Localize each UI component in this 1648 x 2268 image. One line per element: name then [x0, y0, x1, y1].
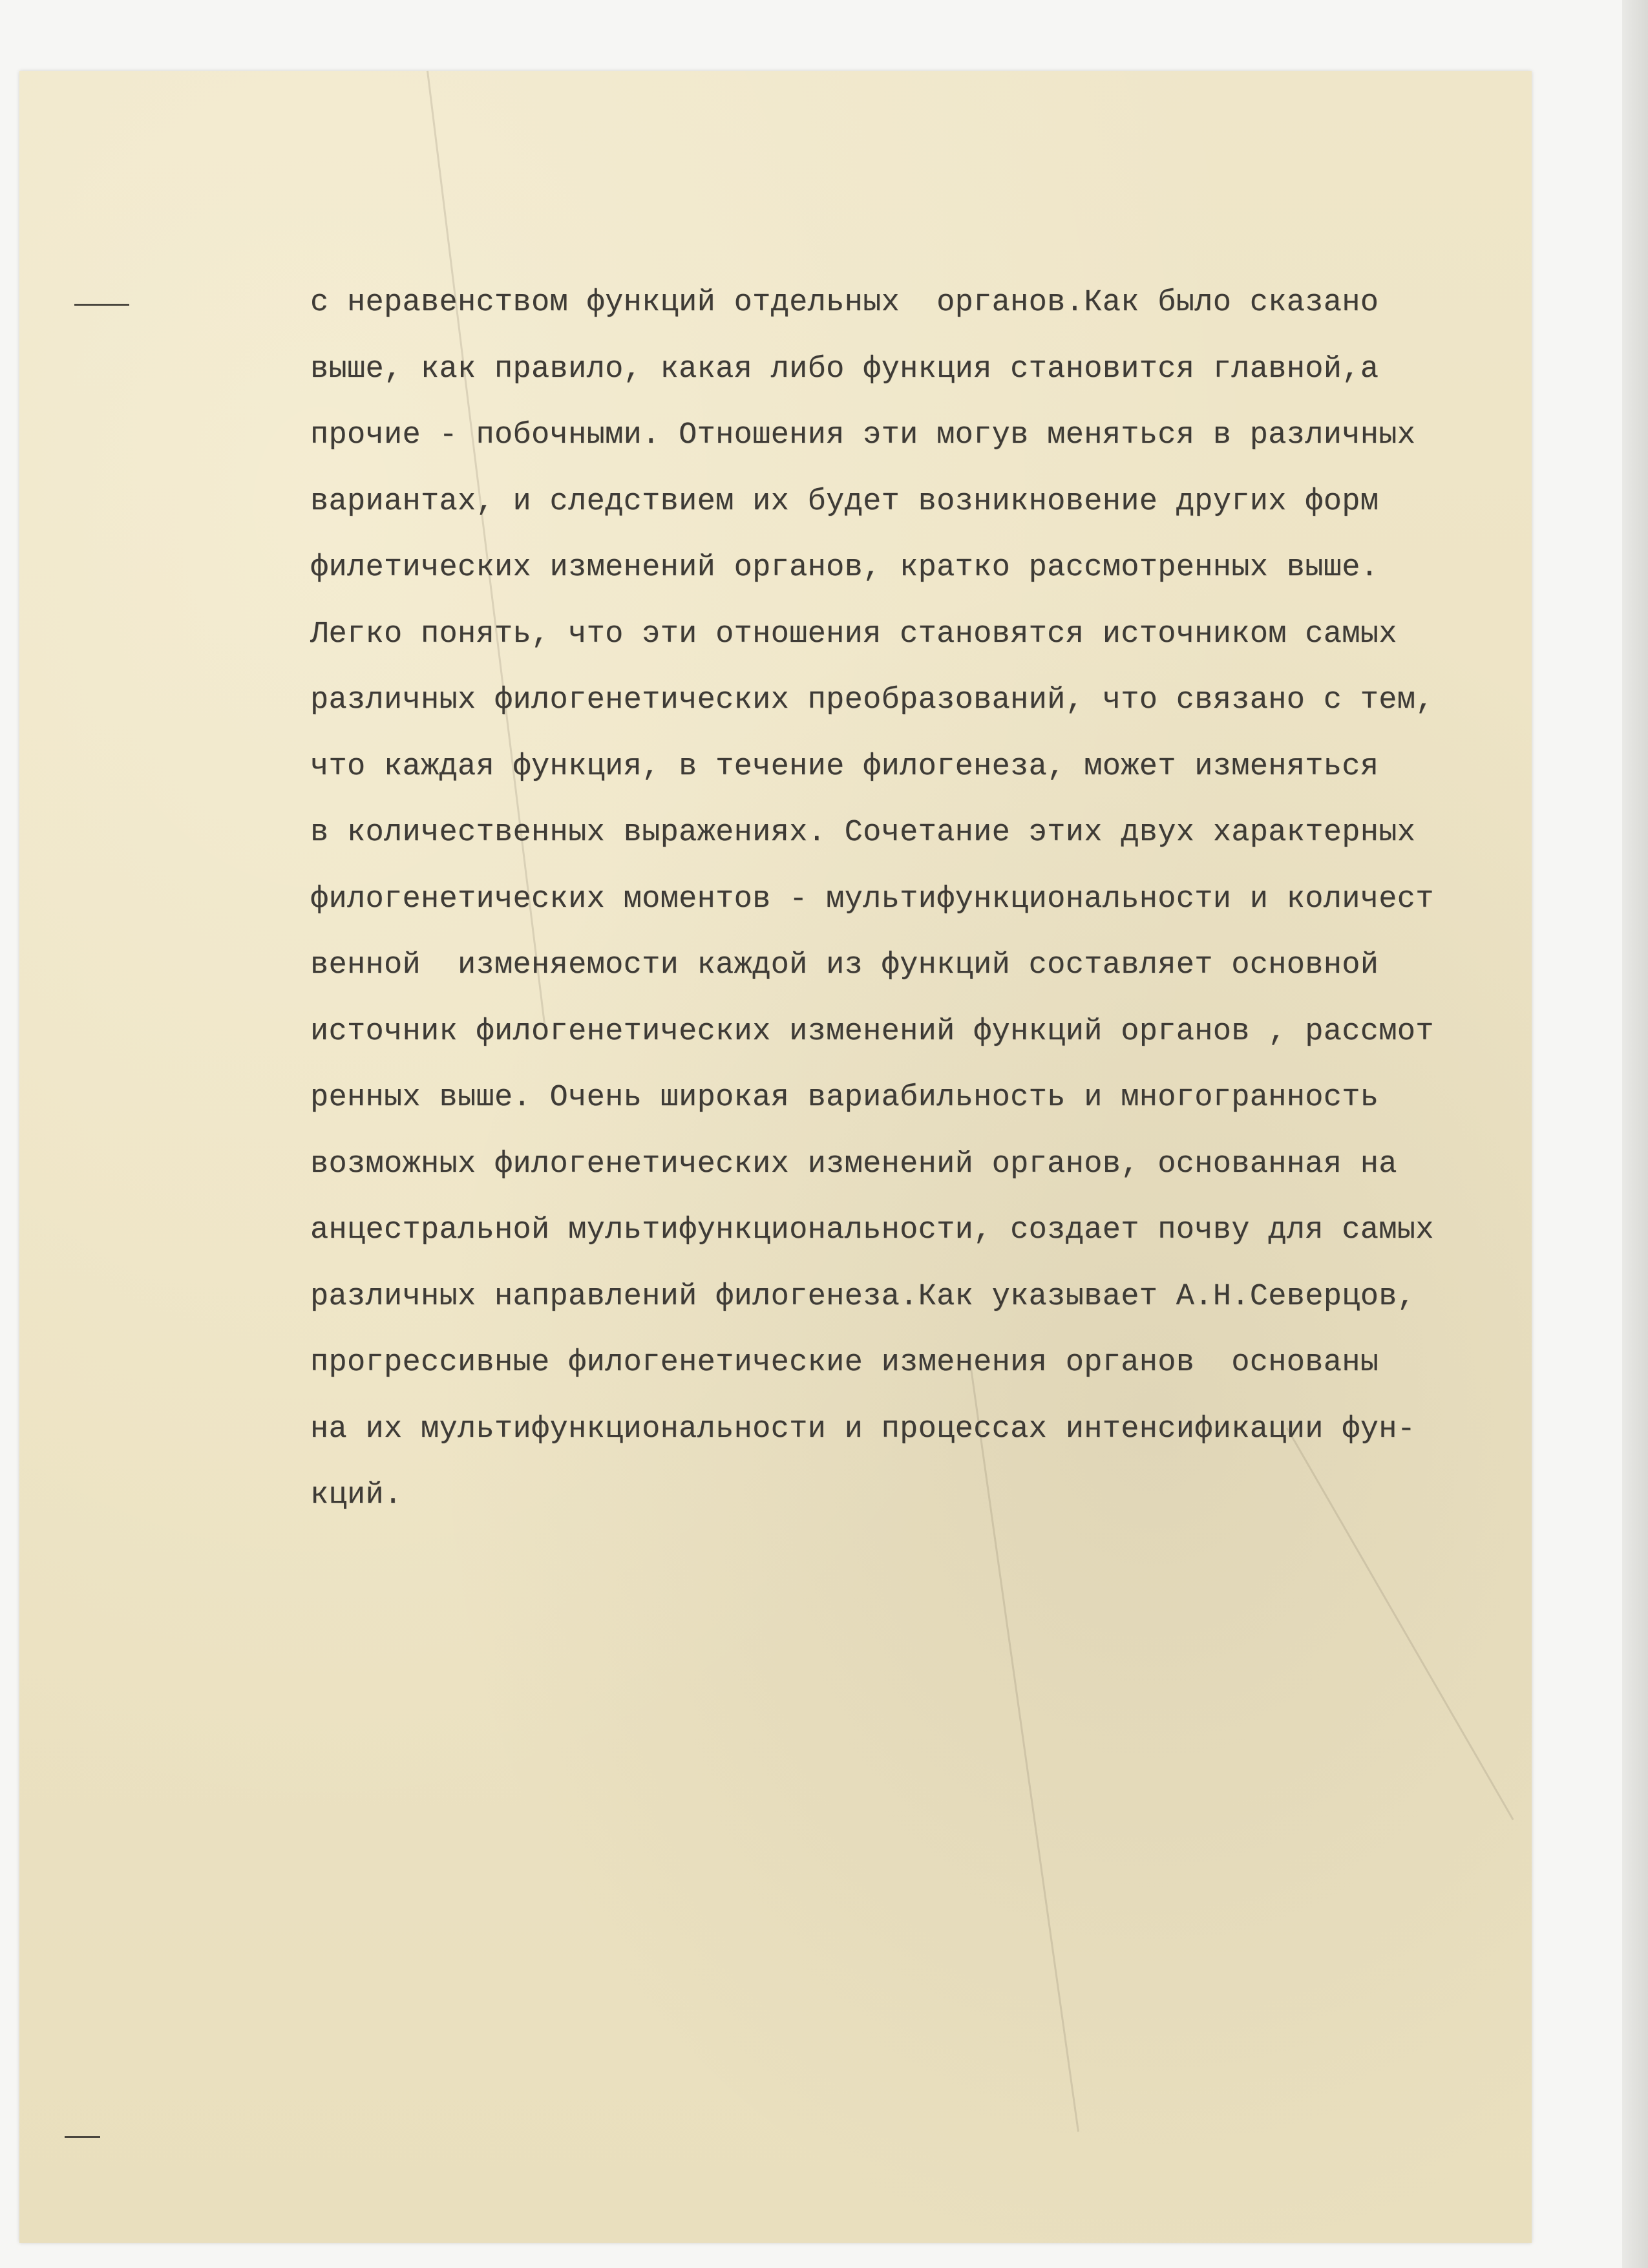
- text-line: анцестральной мультифункциональности, создает почву для самых: [310, 1213, 1434, 1247]
- text-line: различных филогенетических преобразований, что связано с тем,: [310, 683, 1434, 717]
- text-line: прогрессивные филогенетические изменения органов основаны: [310, 1346, 1379, 1380]
- torn-corner: [19, 2204, 291, 2268]
- text-line: вариантах, и следствием их будет возникновение других форм: [310, 484, 1379, 519]
- text-line: источник филогенетических изменений функций органов , рассмот: [310, 1014, 1434, 1049]
- typed-text-block: [310, 270, 1538, 1529]
- scanner-bed-edge: [1622, 0, 1648, 2268]
- text-line: возможных филогенетических изменений органов, основанная на: [310, 1147, 1397, 1182]
- text-line: что каждая функция, в течение филогенеза, может изменяться: [310, 749, 1379, 784]
- text-line: с неравенством функций отдельных органов.Как было сказано: [310, 286, 1379, 320]
- text-line: различных направлений филогенеза.Как указывает А.Н.Северцов,: [310, 1279, 1416, 1314]
- text-line: ренных выше. Очень широкая вариабильность и многогранность: [310, 1081, 1379, 1115]
- text-line: в количественных выражениях. Сочетание этих двух характерных: [310, 816, 1416, 850]
- text-line: прочие - побочными. Отношения эти могув меняться в различных: [310, 418, 1416, 452]
- text-line: филогенетических моментов - мультифункциональности и количест: [310, 882, 1434, 917]
- margin-dash-mark: [65, 2136, 100, 2138]
- text-line: венной изменяемости каждой из функций составляет основной: [310, 948, 1379, 982]
- text-line: Легко понять, что эти отношения становятся источником самых: [310, 617, 1397, 652]
- text-line: филетических изменений органов, кратко рассмотренных выше.: [310, 551, 1379, 585]
- text-line: выше, как правило, какая либо функция становится главной,а: [310, 352, 1379, 387]
- margin-dash-mark: [74, 304, 129, 306]
- text-line: кций.: [310, 1478, 403, 1512]
- text-line: на их мультифункциональности и процессах интенсификации фун-: [310, 1412, 1416, 1447]
